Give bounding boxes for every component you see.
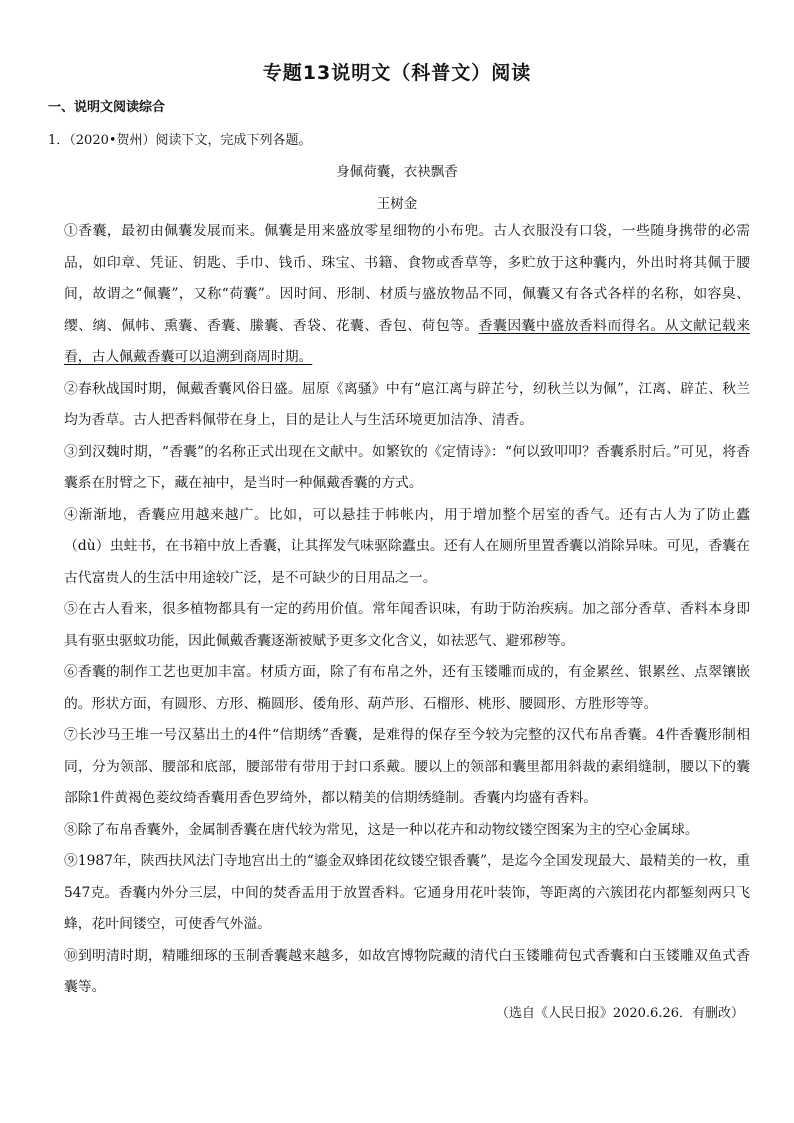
article-title: 身佩荷囊，衣袂飘香 (336, 164, 458, 180)
paragraph-6: ⑥香囊的制作工艺也更加丰富。材质方面，除了有布帛之外，还有玉镂雕而成的，有金累丝、银累丝、点翠镶嵌的。形状方面，有圆形、方形、椭圆形、倭角形、葫芦形、石榴形、桃形、腰圆形、方胜形等等。 (64, 664, 750, 712)
page-title: 专题13说明文（科普文）阅读 (262, 62, 532, 84)
paragraph-3: ③到汉魏时期，“香囊”的名称正式出现在文献中。如繁钦的《定情诗》：“何以致叩叩？香囊系肘后。”可见，将香囊系在肘臂之下，藏在袖中，是当时一种佩戴香囊的方式。 (64, 443, 750, 491)
underlined-sentence: 香囊因囊中盛放香料而得名。从文献记载来看，古人佩戴香囊可以追溯到商周时期。 (64, 317, 751, 365)
paragraph-10: ⑩到明清时期，精雕细琢的玉制香囊越来越多，如故宫博物院藏的清代白玉镂雕荷包式香囊和白玉镂雕双鱼式香囊等。 (64, 947, 750, 995)
article-body (64, 216, 750, 1004)
paragraph-7: ⑦长沙马王堆一号汉墓出土的4件“信期绣”香囊，是难得的保存至今较为完整的汉代布帛香囊。4件香囊形制相同，分为领部、腰部和底部，腰部带有带用于封口系戴。腰以上的领部和囊里都用斜裁的素绢缝制，腰以下的囊部除1件黄褐色菱纹绮香囊用香色罗绮外，都以精美的信期绣缝制。香囊内均盛有香料。 (64, 727, 750, 806)
paragraph-9: ⑨1987年，陕西扶风法门寺地宫出土的“鎏金双蜂团花纹镂空银香囊”，是迄今全国发现最大、最精美的一枚，重547克。香囊内外分三层，中间的焚香盂用于放置香料。它通身用花叶装饰，等距离的六簇团花内都錾刻两只飞蜂，花叶间镂空，可使香气外溢。 (64, 853, 750, 932)
paragraph-text: ①香囊，最初由佩囊发展而来。佩囊是用来盛放零星细物的小布兜。古人衣服没有口袋，一些随身携带的必需品，如印章、凭证、钥匙、手巾、钱币、珠宝、书籍、食物或香草等，多贮放于这种囊内，外出时将其佩于腰间，故谓之“佩囊”，又称“荷囊”。因时间、形制、材质与盛放物品不同，佩囊又有各式各样的名称，如容臭、缨、缡、佩帏、熏囊、香囊、縢囊、香袋、花囊、香包、荷包等。 (64, 223, 750, 334)
paragraph-4: ④渐渐地，香囊应用越来越广。比如，可以悬挂于帏帐内，用于增加整个居室的香气。还有古人为了防止蠹（dù）虫蛀书，在书箱中放上香囊，让其挥发气味驱除蠹虫。还有人在厕所里置香囊以消除异味。可见，香囊在古代富贵人的生活中用途较广泛，是不可缺少的日用品之一。 (64, 506, 750, 586)
question-prompt: 1．（2020•贺州）阅读下文，完成下列各题。 (48, 133, 312, 148)
section-heading: 一、说明文阅读综合 (48, 100, 166, 115)
paragraph-8: ⑧除了布帛香囊外，金属制香囊在唐代较为常见，这是一种以花卉和动物纹镂空图案为主的空心金属球。 (64, 821, 699, 838)
article-author: 王树金 (376, 196, 418, 212)
paragraph-1 (64, 216, 750, 374)
paragraph-5: ⑤在古人看来，很多植物都具有一定的药用价值。常年闻香识味，有助于防治疾病。加之部分香草、香料本身即具有驱虫驱蚊功能，因此佩戴香囊逐渐被赋予更多文化含义，如祛恶气、避邪秽等。 (64, 601, 750, 649)
paragraph-2: ②春秋战国时期，佩戴香囊风俗日盛。屈原《离骚》中有“扈江离与辟芷兮，纫秋兰以为佩”，江离、辟芷、秋兰均为香草。古人把香料佩带在身上，目的是让人与生活环境更加洁净、清香。 (64, 380, 750, 428)
article-source: （选自《人民日报》2020.6.26．有删改） (495, 1006, 744, 1021)
